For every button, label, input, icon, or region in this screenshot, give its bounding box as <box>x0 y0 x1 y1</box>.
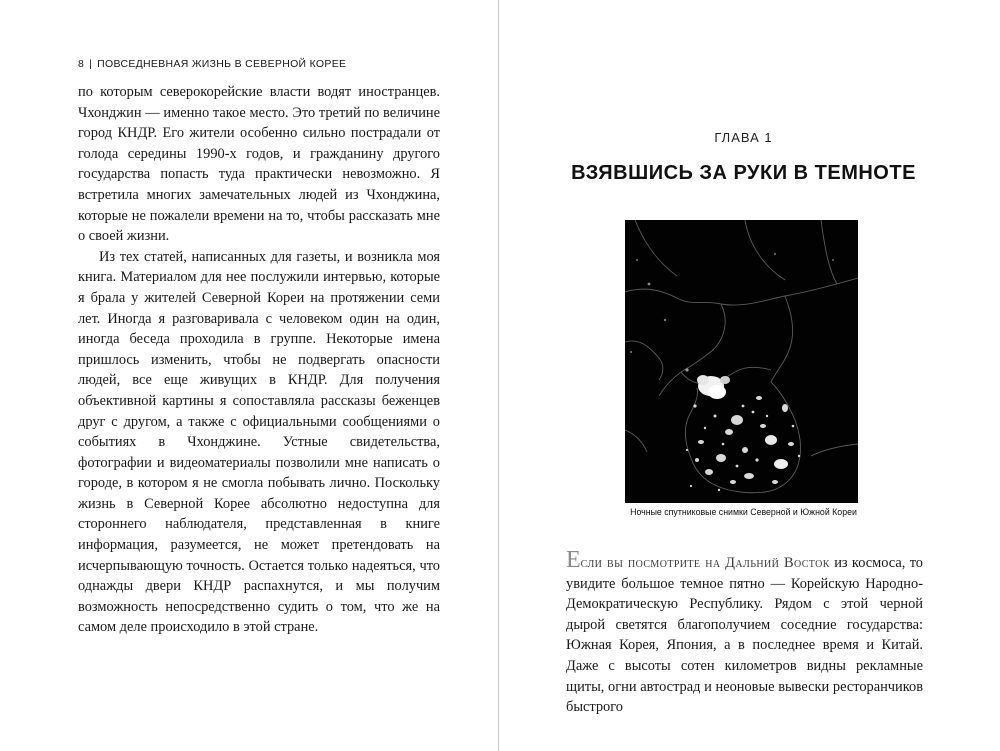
paragraph: Из тех статей, написанных для газеты, и возникла моя книга. Материалом для нее послужили интервью, которые я брала у жителей Северной Кореи на протяжении семи лет. Иногда я разговаривала с человеком один на один, иногда беседа проходила в группе. Некоторые имена пришлось изменить, чтобы не подвергать опасности людей, все еще живущих в КНДР. Для получения объективной картины я сопоставляла рассказы беженцев друг с другом, а также с официальными сообщениями о событиях в Чхонджине. Устные свидетельства, фотографии и видеоматериалы позволили мне написать о городе, в котором я не смогла побывать лично. Поскольку жизнь в Северной Корее абсолютно недоступна для стороннего наблюдателя, представленная в книге информация, разумеется, не может претендовать на исчерпывающую точность. Остается только надеяться, что однажды двери КНДР распахнутся, и мы получим возможность непосредственно судить о том, что же на самом деле происходило в этой стране. <box>78 248 440 636</box>
right-page-body <box>566 548 923 718</box>
satellite-night-image <box>625 220 858 503</box>
left-page-body <box>78 82 440 638</box>
drop-cap: Е <box>566 547 581 573</box>
paragraph-continued: по которым северокорейские власти водят иностранцев. Чхонджин — именно такое место. Это третий по величине город КНДР. Его жители особенно сильно пострадали от голода середины 1990-х годов, и гражданину другого государства попасть туда практически невозможно. Я встретила многих замечательных людей из Чхонджина, которые не пожалели времени на то, чтобы рассказать мне о своей жизни. <box>78 84 440 245</box>
lead-in: сли вы посмотрите на Дальний Восток <box>580 555 830 571</box>
running-head <box>78 58 346 70</box>
book-gutter <box>498 0 499 751</box>
page-number: 8 <box>78 58 85 70</box>
opening-paragraph <box>566 548 923 718</box>
chapter-title: ВЗЯВШИСЬ ЗА РУКИ В ТЕМНОТЕ <box>571 162 916 184</box>
paragraph-body: из космоса, то увидите большое темное пятно — Корейскую Народно-Демократическую Республику. Рядом с этой черной дырой светятся благополучием соседние государства: Южная Корея, Япония, а в последнее время и Китай. Даже с высоты сотен километров видны рекламные щиты, огни автострад и неоновые вывески ресторанчиков быстрого <box>566 555 923 716</box>
figure-caption: Ночные спутниковые снимки Северной и Южной Кореи <box>630 507 857 517</box>
chapter-label: ГЛАВА 1 <box>714 130 773 145</box>
running-head-title: ПОВСЕДНЕВНАЯ ЖИЗНЬ В СЕВЕРНОЙ КОРЕЕ <box>97 58 347 70</box>
korea-night-map <box>625 220 858 503</box>
running-head-separator: | <box>89 58 93 70</box>
